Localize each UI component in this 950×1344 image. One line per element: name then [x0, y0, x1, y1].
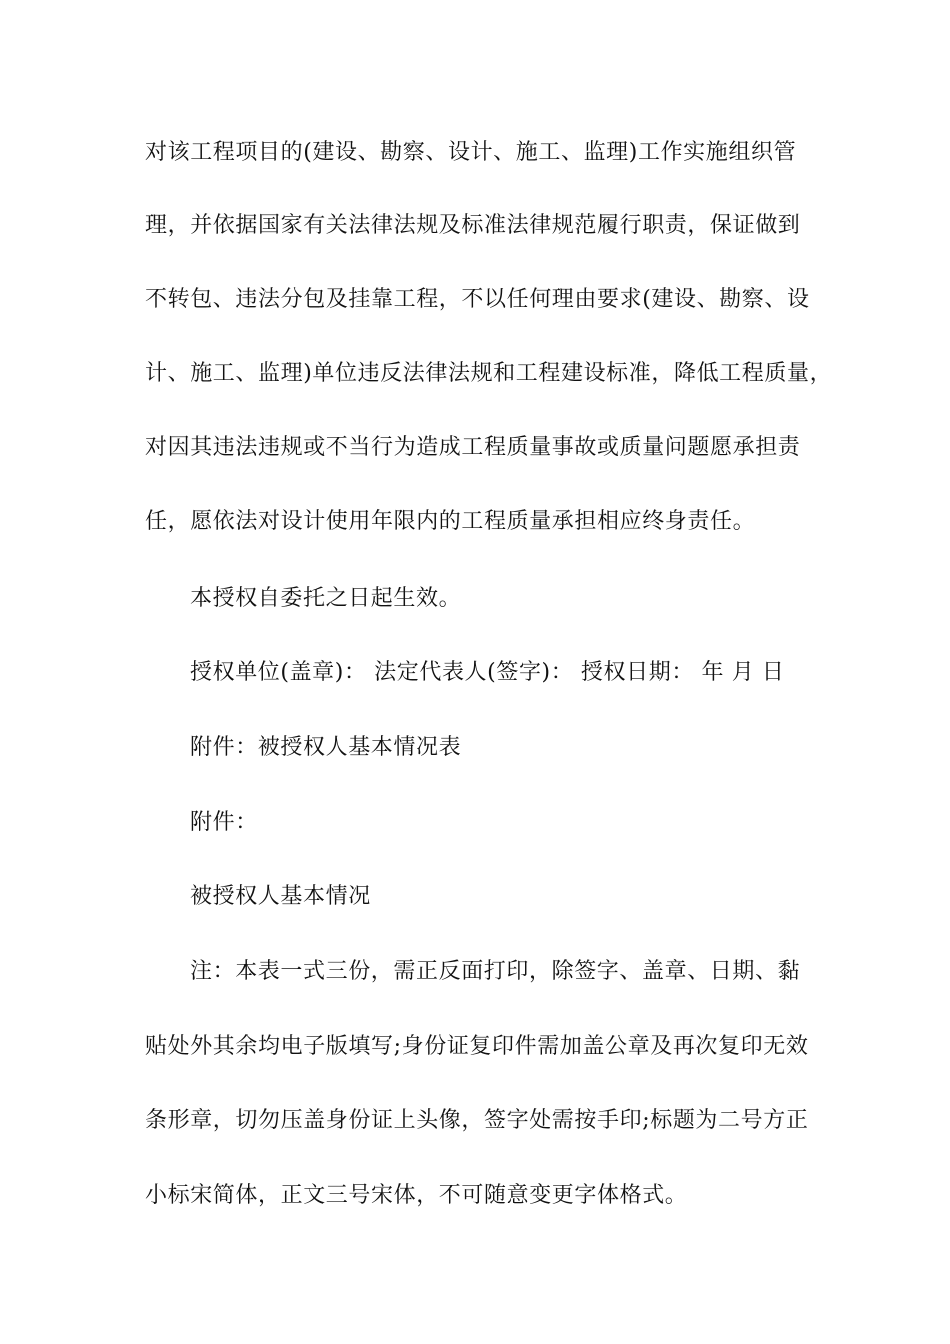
- paragraph-line: 理，并依据国家有关法律法规及标准法律规范履行职责，保证做到: [145, 213, 801, 238]
- effective-statement: 本授权自委托之日起生效。: [190, 586, 462, 611]
- paragraph-line: 对该工程项目的(建设、勘察、设计、施工、监理)工作实施组织管: [145, 140, 797, 165]
- attachment-reference: 附件：被授权人基本情况表: [190, 735, 462, 760]
- note-line: 贴处外其余均电子版填写;身份证复印件需加盖公章及再次复印无效: [145, 1034, 809, 1059]
- note-line: 小标宋简体，正文三号宋体，不可随意变更字体格式。: [145, 1183, 688, 1208]
- paragraph-line: 不转包、违法分包及挂靠工程，不以任何理由要求(建设、勘察、设: [145, 287, 810, 312]
- note-line: 注：本表一式三份，需正反面打印，除签字、盖章、日期、黏: [190, 959, 801, 984]
- note-line: 条形章，切勿压盖身份证上头像，签字处需按手印;标题为二号方正: [145, 1108, 809, 1133]
- attachment-title: 被授权人基本情况: [190, 884, 371, 909]
- attachment-heading: 附件：: [190, 810, 258, 835]
- paragraph-line: 对因其违法违规或不当行为造成工程质量事故或质量问题愿承担责: [145, 435, 801, 460]
- paragraph-line: 任，愿依法对设计使用年限内的工程质量承担相应终身责任。: [145, 509, 756, 534]
- signature-line: 授权单位(盖章)： 法定代表人(签字)： 授权日期： 年 月 日: [190, 660, 785, 685]
- paragraph-line: 计、施工、监理)单位违反法律法规和工程建设标准，降低工程质量，: [145, 361, 833, 386]
